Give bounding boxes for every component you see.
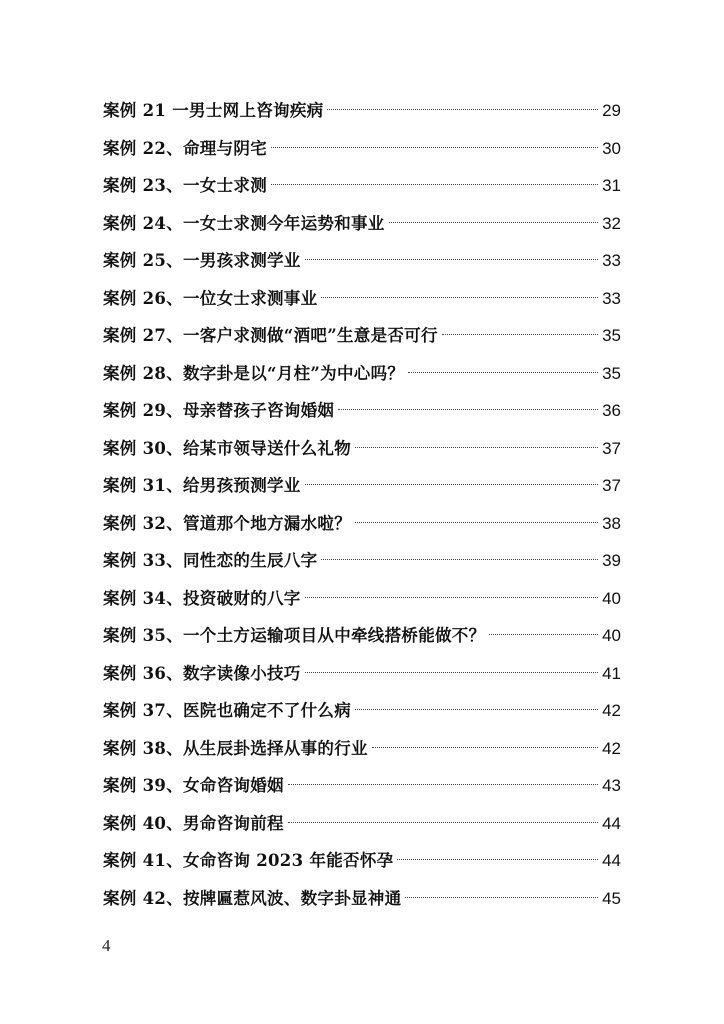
toc-entry[interactable] xyxy=(103,655,621,693)
toc-entry-page: 38 xyxy=(602,513,621,533)
toc-entry[interactable] xyxy=(103,692,621,730)
toc-entry[interactable] xyxy=(103,542,621,580)
toc-entry-title: 案例 39、女命咨询婚姻 xyxy=(103,776,284,795)
toc-entry-title: 案例 36、数字读像小技巧 xyxy=(103,663,301,683)
toc-entry-title: 案例 41、女命咨询 2023 年能否怀孕 xyxy=(103,851,394,870)
toc-dot-leader xyxy=(405,897,598,898)
toc-entry-title: 案例 33、同性恋的生辰八字 xyxy=(103,551,318,570)
toc-dot-leader xyxy=(305,672,598,673)
toc-entry-page: 40 xyxy=(602,626,621,645)
toc-entry-title: 案例 42、按牌匾惹风波、数字卦显神通 xyxy=(103,888,402,908)
toc-entry[interactable] xyxy=(103,242,621,280)
toc-dot-leader xyxy=(442,334,598,335)
toc-entry-title: 案例 40、男命咨询前程 xyxy=(103,813,284,833)
toc-entry-title: 案例 38、从生辰卦选择从事的行业 xyxy=(103,738,368,758)
toc-entry[interactable] xyxy=(103,880,621,918)
toc-entry-page: 30 xyxy=(602,138,621,158)
toc-dot-leader xyxy=(338,409,598,410)
toc-entry-title: 案例 24、一女士求测今年运势和事业 xyxy=(103,213,385,233)
toc-entry-page: 39 xyxy=(602,551,621,570)
toc-entry-page: 45 xyxy=(602,888,621,908)
toc-dot-leader xyxy=(288,784,598,785)
toc-entry[interactable] xyxy=(103,617,621,655)
table-of-contents xyxy=(103,92,621,922)
toc-entry-page: 44 xyxy=(602,813,621,833)
page-number: 4 xyxy=(102,936,111,955)
toc-entry-page: 31 xyxy=(602,176,621,195)
toc-entry-page: 37 xyxy=(602,476,621,495)
toc-dot-leader xyxy=(288,822,598,823)
toc-entry[interactable] xyxy=(103,355,621,393)
toc-entry[interactable] xyxy=(103,467,621,505)
toc-dot-leader xyxy=(355,709,598,710)
toc-entry-page: 42 xyxy=(602,738,621,758)
toc-dot-leader xyxy=(321,297,598,298)
toc-entry-page: 40 xyxy=(602,588,621,608)
toc-dot-leader xyxy=(305,259,598,260)
toc-entry-title: 案例 27、一客户求测做“酒吧”生意是否可行 xyxy=(103,326,438,345)
toc-entry-title: 案例 21 一男士网上咨询疾病 xyxy=(103,101,324,120)
toc-entry[interactable] xyxy=(103,430,621,468)
toc-entry[interactable] xyxy=(103,805,621,843)
toc-entry[interactable] xyxy=(103,92,621,130)
toc-entry-page: 37 xyxy=(602,438,621,458)
toc-entry-title: 案例 23、一女士求测 xyxy=(103,176,268,195)
toc-dot-leader xyxy=(305,597,598,598)
toc-dot-leader xyxy=(305,484,598,485)
toc-dot-leader xyxy=(271,147,598,148)
toc-entry-page: 35 xyxy=(602,363,621,383)
toc-entry[interactable] xyxy=(103,505,621,543)
toc-entry[interactable] xyxy=(103,130,621,168)
toc-entry[interactable] xyxy=(103,205,621,243)
toc-entry-title: 案例 28、数字卦是以“月柱”为中心吗？ xyxy=(103,363,405,383)
toc-entry-title: 案例 35、一个土方运输项目从中牵线搭桥能做不？ xyxy=(103,626,486,645)
toc-entry-title: 案例 26、一位女士求测事业 xyxy=(103,288,318,308)
toc-entry-title: 案例 22、命理与阴宅 xyxy=(103,138,268,158)
toc-entry-page: 41 xyxy=(602,663,621,683)
toc-dot-leader xyxy=(355,522,598,523)
toc-entry-title: 案例 32、管道那个地方漏水啦？ xyxy=(103,513,352,533)
toc-entry-title: 案例 37、医院也确定不了什么病 xyxy=(103,701,352,720)
toc-dot-leader xyxy=(271,184,598,185)
toc-entry-page: 35 xyxy=(602,326,621,345)
toc-dot-leader xyxy=(389,222,598,223)
toc-entry[interactable] xyxy=(103,730,621,768)
toc-dot-leader xyxy=(408,372,598,373)
toc-entry-page: 42 xyxy=(602,701,621,720)
toc-entry-page: 44 xyxy=(602,851,621,870)
toc-entry-title: 案例 34、投资破财的八字 xyxy=(103,588,301,608)
toc-entry[interactable] xyxy=(103,842,621,880)
toc-dot-leader xyxy=(327,109,598,110)
toc-entry[interactable] xyxy=(103,580,621,618)
toc-entry-title: 案例 25、一男孩求测学业 xyxy=(103,251,301,270)
toc-entry-page: 33 xyxy=(602,288,621,308)
toc-entry-page: 33 xyxy=(602,251,621,270)
toc-entry[interactable] xyxy=(103,767,621,805)
toc-entry[interactable] xyxy=(103,167,621,205)
toc-entry-page: 43 xyxy=(602,776,621,795)
toc-entry[interactable] xyxy=(103,317,621,355)
toc-dot-leader xyxy=(489,634,598,635)
toc-entry[interactable] xyxy=(103,392,621,430)
toc-entry-page: 29 xyxy=(602,101,621,120)
toc-dot-leader xyxy=(397,859,598,860)
toc-dot-leader xyxy=(355,447,598,448)
toc-entry-title: 案例 29、母亲替孩子咨询婚姻 xyxy=(103,401,335,420)
toc-entry[interactable] xyxy=(103,280,621,318)
toc-dot-leader xyxy=(321,559,598,560)
toc-entry-title: 案例 30、给某市领导送什么礼物 xyxy=(103,438,352,458)
toc-entry-page: 32 xyxy=(602,213,621,233)
toc-entry-title: 案例 31、给男孩预测学业 xyxy=(103,476,301,495)
toc-entry-page: 36 xyxy=(602,401,621,420)
toc-dot-leader xyxy=(372,747,598,748)
